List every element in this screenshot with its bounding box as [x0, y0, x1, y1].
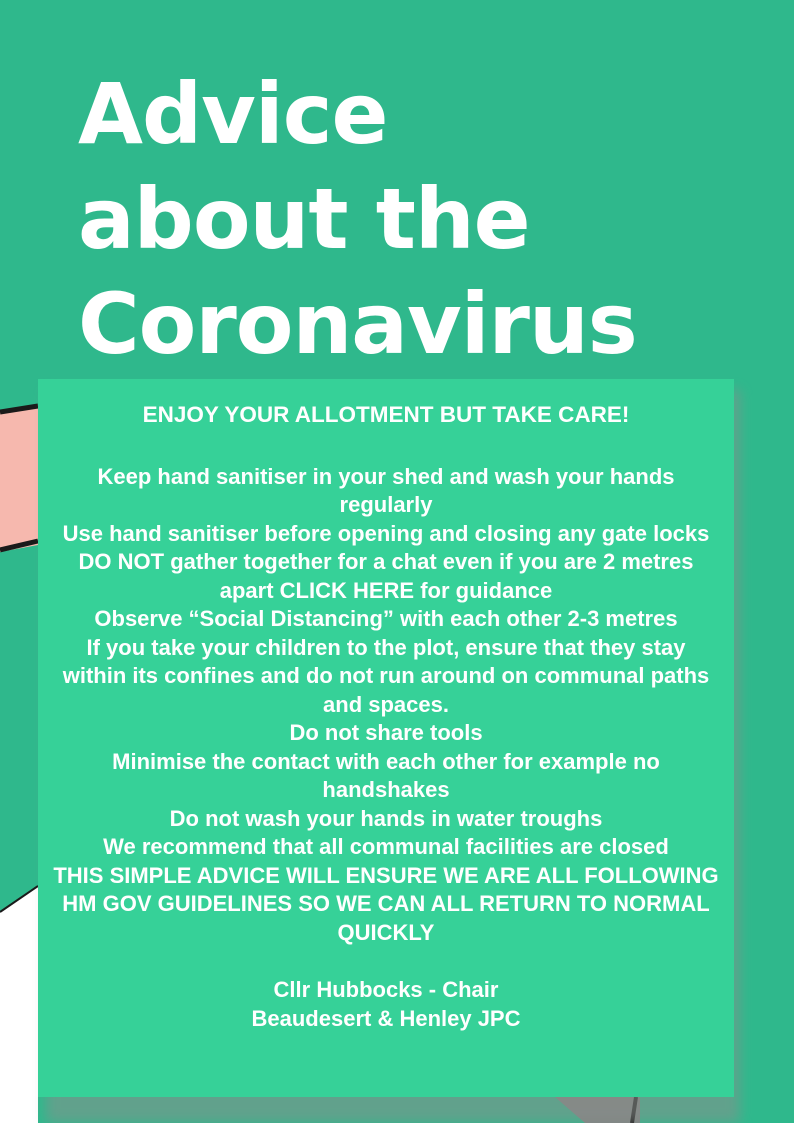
title-line-2: about the [78, 170, 530, 268]
advice-card [38, 379, 734, 1097]
closing-statement: THIS SIMPLE ADVICE WILL ENSURE WE ARE ALL FOLLOWING HM GOV GUIDELINES SO WE CAN ALL RETURN TO NORMAL QUICKLY [53, 862, 719, 945]
advice-item: We recommend that all communal facilities are closed [103, 834, 669, 859]
advice-item: Minimise the contact with each other for example no handshakes [112, 748, 660, 802]
title-line-1: Advice [78, 65, 388, 163]
advice-item: Use hand sanitiser before opening and closing any gate locks [62, 520, 710, 546]
advice-list [52, 463, 720, 862]
advice-item: Keep hand sanitiser in your shed and wash your hands regularly [97, 463, 675, 517]
advice-item: If you take your children to the plot, ensure that they stay within its confines and do not run around on communal paths and spaces. [62, 634, 710, 717]
white-corner-shape [0, 886, 38, 1123]
advice-item-guidance-link[interactable]: DO NOT gather together for a chat even if you are 2 metres apart CLICK HERE for guidance [78, 549, 694, 603]
advice-item: Observe “Social Distancing” with each other 2-3 metres [94, 606, 678, 631]
signature-name: Cllr Hubbocks - Chair [273, 977, 499, 1002]
notice-heading: ENJOY YOUR ALLOTMENT BUT TAKE CARE! [142, 402, 630, 427]
title-line-3: Coronavirus [78, 275, 637, 373]
advice-item: Do not wash your hands in water troughs [169, 805, 603, 831]
page-title [78, 62, 637, 377]
signature-organisation: Beaudesert & Henley JPC [251, 1005, 521, 1031]
pink-shape [0, 405, 38, 552]
advice-item: Do not share tools [289, 720, 483, 745]
